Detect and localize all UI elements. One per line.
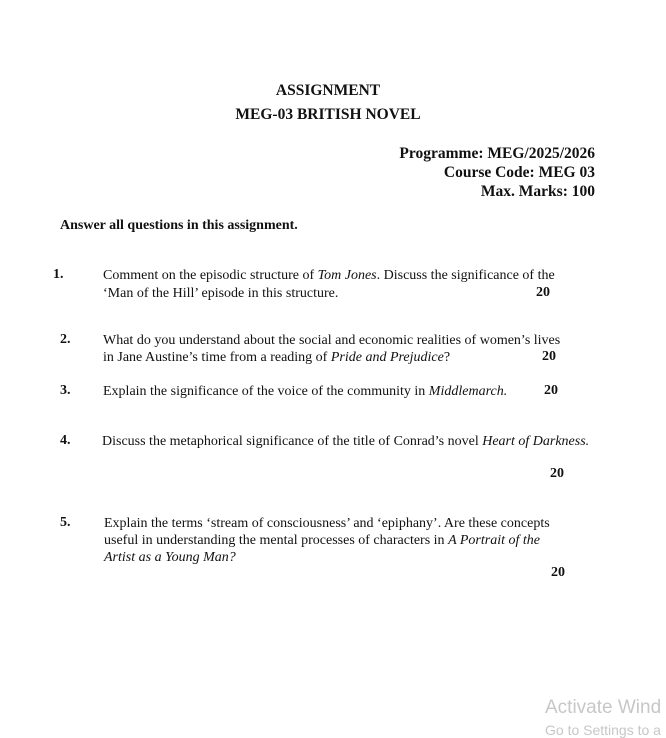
question-number: 4. [60, 433, 71, 448]
question-text: What do you understand about the social and economic realities of women’s lives [103, 333, 561, 348]
max-marks-label: Max. Marks: 100 [480, 183, 595, 200]
question-text: Discuss the metaphorical significance of the title of Conrad’s novel Heart of Darkness. [102, 434, 590, 449]
programme-label: Programme: MEG/2025/2026 [399, 145, 595, 162]
course-code-label: Course Code: MEG 03 [443, 164, 595, 181]
course-title: MEG-03 BRITISH NOVEL [235, 106, 421, 123]
question-text-line2: useful in understanding the mental processes of characters in A Portrait of the [104, 533, 540, 548]
question-number: 1. [53, 267, 64, 282]
question-text: Explain the terms ‘stream of consciousness’ and ‘epiphany’. Are these concepts [104, 516, 550, 531]
question-text-line2: in Jane Austine’s time from a reading of Pride and Prejudice? [103, 350, 451, 365]
question-text: Comment on the episodic structure of Tom Jones. Discuss the significance of the [103, 268, 555, 283]
question-marks: 20 [551, 565, 565, 580]
activation-watermark-title: Activate Wind [545, 697, 662, 718]
question-number: 3. [60, 383, 71, 398]
activation-watermark-subtitle: Go to Settings to a [545, 722, 661, 738]
question-marks: 20 [536, 285, 550, 300]
question-marks: 20 [550, 466, 564, 481]
question-marks: 20 [544, 383, 558, 398]
instruction-text: Answer all questions in this assignment. [60, 218, 298, 233]
question-number: 5. [60, 515, 71, 530]
question-text-line3: Artist as a Young Man? [104, 550, 236, 565]
question-text: Explain the significance of the voice of the community in Middlemarch. [103, 384, 508, 399]
question-number: 2. [60, 332, 71, 347]
assignment-title: ASSIGNMENT [275, 82, 381, 99]
question-marks: 20 [542, 349, 556, 364]
question-text-line2: ‘Man of the Hill’ episode in this structure. [103, 286, 339, 301]
